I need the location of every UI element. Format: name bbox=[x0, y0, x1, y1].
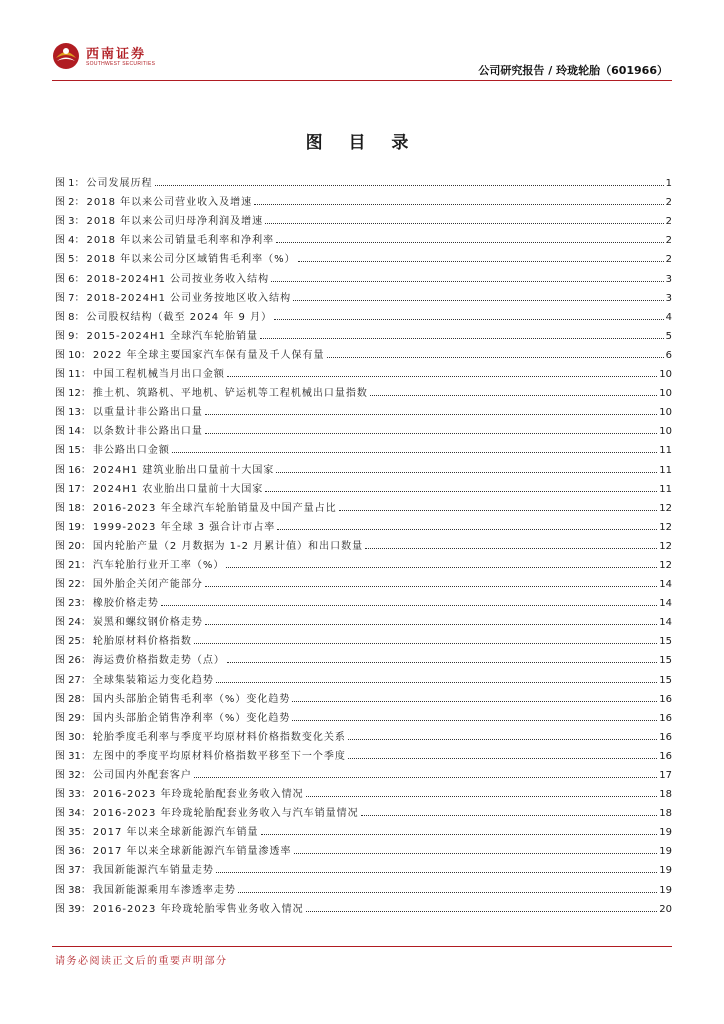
toc-entry-title: 2016-2023 年玲珑轮胎配套业务收入情况 bbox=[92, 789, 304, 801]
toc-entry-page-number: 1 bbox=[665, 178, 672, 190]
toc-entry-label: 图 9： bbox=[55, 330, 85, 342]
toc-entry-label: 图 31： bbox=[55, 750, 91, 762]
toc-entry-label: 图 4： bbox=[55, 235, 85, 247]
toc-entry-title: 2018 年以来公司营业收入及增速 bbox=[86, 197, 253, 209]
toc-entry-label: 图 7： bbox=[55, 292, 85, 304]
toc-entry-label: 图 3： bbox=[55, 216, 85, 228]
toc-entry-label: 图 13： bbox=[55, 407, 91, 419]
toc-entry-label: 图 11： bbox=[55, 369, 91, 381]
toc-leader-dots bbox=[194, 777, 657, 778]
toc-entry[interactable] bbox=[55, 495, 672, 514]
toc-leader-dots bbox=[361, 815, 658, 816]
toc-entry-page-number: 10 bbox=[659, 388, 672, 400]
toc-entry-page-number: 10 bbox=[659, 426, 672, 438]
toc-leader-dots bbox=[227, 662, 657, 663]
toc-entry[interactable] bbox=[55, 514, 672, 533]
toc-entry-page-number: 12 bbox=[659, 521, 672, 533]
toc-entry-label: 图 8： bbox=[55, 311, 85, 323]
toc-entry-label: 图 5： bbox=[55, 254, 85, 266]
toc-entry-label: 图 2： bbox=[55, 197, 85, 209]
toc-entry-title: 2016-2023 年玲珑轮胎零售业务收入情况 bbox=[92, 903, 304, 915]
toc-entry[interactable] bbox=[55, 342, 672, 361]
toc-entry[interactable] bbox=[55, 705, 672, 724]
toc-entry-page-number: 11 bbox=[659, 483, 672, 495]
toc-leader-dots bbox=[265, 223, 663, 224]
logo-emblem-icon bbox=[52, 42, 80, 70]
toc-entry[interactable] bbox=[55, 533, 672, 552]
toc-leader-dots bbox=[238, 892, 657, 893]
toc-entry-page-number: 11 bbox=[659, 464, 672, 476]
toc-entry-title: 国外胎企关闭产能部分 bbox=[92, 579, 203, 591]
table-of-figures bbox=[55, 170, 672, 915]
toc-entry-page-number: 10 bbox=[659, 407, 672, 419]
toc-leader-dots bbox=[370, 395, 657, 396]
toc-entry-label: 图 35： bbox=[55, 827, 91, 839]
toc-entry-page-number: 16 bbox=[659, 712, 672, 724]
toc-entry-page-number: 2 bbox=[665, 197, 672, 209]
toc-entry-label: 图 28： bbox=[55, 693, 91, 705]
toc-entry[interactable] bbox=[55, 628, 672, 647]
toc-entry-page-number: 16 bbox=[659, 750, 672, 762]
toc-leader-dots bbox=[306, 796, 658, 797]
toc-leader-dots bbox=[172, 452, 657, 453]
toc-entry-label: 图 27： bbox=[55, 674, 91, 686]
toc-entry[interactable] bbox=[55, 819, 672, 838]
toc-entry[interactable] bbox=[55, 590, 672, 609]
toc-entry-label: 图 34： bbox=[55, 808, 91, 820]
toc-entry[interactable] bbox=[55, 265, 672, 284]
toc-entry[interactable] bbox=[55, 437, 672, 456]
toc-entry-page-number: 5 bbox=[665, 330, 672, 342]
toc-entry-page-number: 14 bbox=[659, 617, 672, 629]
toc-entry-title: 海运费价格指数走势（点） bbox=[92, 655, 225, 667]
toc-entry-page-number: 18 bbox=[659, 789, 672, 801]
toc-entry-title: 2022 年全球主要国家汽车保有量及千人保有量 bbox=[92, 349, 325, 361]
toc-entry[interactable] bbox=[55, 647, 672, 666]
toc-entry[interactable] bbox=[55, 781, 672, 800]
toc-leader-dots bbox=[276, 472, 657, 473]
toc-entry-label: 图 25： bbox=[55, 636, 91, 648]
toc-entry-label: 图 19： bbox=[55, 521, 91, 533]
toc-entry-page-number: 14 bbox=[659, 579, 672, 591]
toc-entry-page-number: 12 bbox=[659, 540, 672, 552]
toc-entry-label: 图 38： bbox=[55, 884, 91, 896]
toc-leader-dots bbox=[306, 911, 658, 912]
toc-leader-dots bbox=[261, 834, 658, 835]
toc-entry-label: 图 39： bbox=[55, 903, 91, 915]
toc-entry-label: 图 33： bbox=[55, 789, 91, 801]
toc-leader-dots bbox=[365, 548, 657, 549]
toc-entry-title: 左图中的季度平均原材料价格指数平移至下一个季度 bbox=[92, 750, 346, 762]
toc-entry[interactable] bbox=[55, 743, 672, 762]
toc-entry-page-number: 16 bbox=[659, 693, 672, 705]
toc-leader-dots bbox=[205, 433, 657, 434]
toc-entry-title: 橡胶价格走势 bbox=[92, 598, 159, 610]
toc-entry-title: 2016-2023 年全球汽车轮胎销量及中国产量占比 bbox=[92, 502, 337, 514]
logo-chinese-name: 西南证券 bbox=[86, 47, 147, 62]
toc-entry-label: 图 21： bbox=[55, 559, 91, 571]
toc-entry-page-number: 12 bbox=[659, 502, 672, 514]
toc-entry-title: 2018 年以来公司销量毛利率和净利率 bbox=[86, 235, 275, 247]
toc-entry[interactable] bbox=[55, 896, 672, 915]
toc-entry-title: 2018 年以来公司归母净利润及增速 bbox=[86, 216, 264, 228]
toc-leader-dots bbox=[155, 185, 664, 186]
toc-entry-title: 公司股权结构（截至 2024 年 9 月） bbox=[86, 311, 273, 323]
toc-leader-dots bbox=[294, 853, 658, 854]
toc-entry-title: 公司发展历程 bbox=[86, 178, 153, 190]
toc-entry[interactable] bbox=[55, 762, 672, 781]
toc-entry-title: 我国新能源乘用车渗透率走势 bbox=[92, 884, 236, 896]
toc-leader-dots bbox=[205, 586, 657, 587]
toc-entry-title: 国内轮胎产量（2 月数据为 1-2 月累计值）和出口数量 bbox=[92, 540, 364, 552]
toc-entry[interactable] bbox=[55, 323, 672, 342]
toc-entry-title: 汽车轮胎行业开工率（%） bbox=[92, 559, 225, 571]
logo-english-name: SOUTHWEST SECURITIES bbox=[86, 61, 156, 67]
toc-entry-title: 以条数计非公路出口量 bbox=[92, 426, 203, 438]
toc-leader-dots bbox=[205, 624, 657, 625]
toc-entry-title: 公司国内外配套客户 bbox=[92, 770, 192, 781]
toc-entry[interactable] bbox=[55, 246, 672, 265]
toc-entry-title: 2016-2023 年玲珑轮胎配套业务收入与汽车销量情况 bbox=[92, 808, 359, 820]
toc-entry-page-number: 19 bbox=[659, 827, 672, 839]
toc-leader-dots bbox=[293, 300, 664, 301]
toc-entry-page-number: 2 bbox=[665, 254, 672, 266]
toc-entry[interactable] bbox=[55, 418, 672, 437]
toc-entry-label: 图 15： bbox=[55, 445, 91, 457]
footer-disclaimer-note: 请务必阅读正文后的重要声明部分 bbox=[55, 956, 228, 967]
toc-entry-title: 2017 年以来全球新能源汽车销量渗透率 bbox=[92, 846, 292, 858]
toc-entry-title: 炭黑和螺纹钢价格走势 bbox=[92, 617, 203, 629]
toc-entry[interactable] bbox=[55, 876, 672, 895]
toc-entry-label: 图 16： bbox=[55, 464, 91, 476]
toc-leader-dots bbox=[277, 529, 657, 530]
toc-entry[interactable] bbox=[55, 361, 672, 380]
toc-entry-label: 图 29： bbox=[55, 712, 91, 724]
toc-leader-dots bbox=[254, 204, 663, 205]
toc-entry-page-number: 2 bbox=[665, 235, 672, 247]
toc-entry[interactable] bbox=[55, 170, 672, 189]
toc-leader-dots bbox=[226, 567, 657, 568]
toc-leader-dots bbox=[339, 510, 658, 511]
toc-entry-label: 图 30： bbox=[55, 731, 91, 743]
toc-entry-title: 国内头部胎企销售净利率（%）变化趋势 bbox=[92, 712, 291, 724]
toc-leader-dots bbox=[260, 338, 664, 339]
toc-entry-title: 轮胎季度毛利率与季度平均原材料价格指数变化关系 bbox=[92, 731, 346, 743]
toc-entry[interactable] bbox=[55, 189, 672, 208]
toc-leader-dots bbox=[216, 682, 657, 683]
toc-entry-title: 2024H1 农业胎出口量前十大国家 bbox=[92, 483, 264, 495]
toc-entry-page-number: 10 bbox=[659, 369, 672, 381]
toc-entry-label: 图 22： bbox=[55, 579, 91, 591]
toc-entry-label: 图 26： bbox=[55, 655, 91, 667]
toc-entry[interactable] bbox=[55, 208, 672, 227]
toc-entry-page-number: 15 bbox=[659, 655, 672, 667]
toc-entry-title: 中国工程机械当月出口金额 bbox=[92, 369, 225, 381]
toc-entry[interactable] bbox=[55, 800, 672, 819]
toc-leader-dots bbox=[161, 605, 657, 606]
toc-entry-title: 2015-2024H1 全球汽车轮胎销量 bbox=[86, 330, 259, 342]
toc-entry-title: 1999-2023 年全球 3 强合计市占率 bbox=[92, 521, 276, 533]
toc-entry-page-number: 12 bbox=[659, 559, 672, 571]
toc-entry-page-number: 11 bbox=[659, 445, 672, 457]
toc-entry[interactable] bbox=[55, 571, 672, 590]
toc-entry-page-number: 3 bbox=[665, 273, 672, 285]
toc-entry-page-number: 19 bbox=[659, 865, 672, 877]
toc-entry[interactable] bbox=[55, 476, 672, 495]
toc-leader-dots bbox=[348, 739, 657, 740]
toc-leader-dots bbox=[298, 261, 664, 262]
toc-entry-title: 我国新能源汽车销量走势 bbox=[92, 865, 214, 877]
toc-entry-page-number: 2 bbox=[665, 216, 672, 228]
toc-entry-title: 以重量计非公路出口量 bbox=[92, 407, 203, 419]
toc-leader-dots bbox=[348, 758, 657, 759]
toc-entry-page-number: 18 bbox=[659, 808, 672, 820]
toc-entry[interactable] bbox=[55, 552, 672, 571]
toc-entry-title: 国内头部胎企销售毛利率（%）变化趋势 bbox=[92, 693, 291, 705]
toc-entry-label: 图 36： bbox=[55, 846, 91, 858]
header-divider bbox=[52, 80, 672, 81]
toc-leader-dots bbox=[276, 242, 663, 243]
toc-entry-title: 2018-2024H1 公司业务按地区收入结构 bbox=[86, 292, 292, 304]
toc-leader-dots bbox=[205, 414, 657, 415]
toc-leader-dots bbox=[327, 357, 664, 358]
toc-entry-page-number: 15 bbox=[659, 636, 672, 648]
toc-entry-page-number: 16 bbox=[659, 731, 672, 743]
toc-entry-title: 2018 年以来公司分区域销售毛利率（%） bbox=[86, 254, 296, 266]
footer-divider bbox=[52, 946, 672, 947]
toc-leader-dots bbox=[265, 491, 657, 492]
toc-entry[interactable] bbox=[55, 285, 672, 304]
toc-entry-title: 2024H1 建筑业胎出口量前十大国家 bbox=[92, 464, 275, 476]
toc-entry[interactable] bbox=[55, 838, 672, 857]
toc-entry-label: 图 14： bbox=[55, 426, 91, 438]
toc-entry[interactable] bbox=[55, 686, 672, 705]
toc-entry-label: 图 10： bbox=[55, 349, 91, 361]
toc-entry[interactable] bbox=[55, 304, 672, 323]
toc-entry-label: 图 37： bbox=[55, 865, 91, 877]
toc-entry[interactable] bbox=[55, 227, 672, 246]
toc-entry-title: 轮胎原材料价格指数 bbox=[92, 636, 192, 648]
toc-entry[interactable] bbox=[55, 456, 672, 475]
toc-leader-dots bbox=[274, 319, 664, 320]
report-header-title: 公司研究报告 / 玲珑轮胎（601966） bbox=[478, 64, 668, 77]
toc-entry-label: 图 18： bbox=[55, 502, 91, 514]
toc-entry-page-number: 19 bbox=[659, 846, 672, 858]
toc-entry-page-number: 6 bbox=[665, 349, 672, 361]
toc-entry-title: 2017 年以来全球新能源汽车销量 bbox=[92, 827, 259, 839]
toc-leader-dots bbox=[292, 720, 657, 721]
toc-entry-page-number: 20 bbox=[659, 903, 672, 915]
toc-entry-page-number: 15 bbox=[659, 674, 672, 686]
toc-entry-title: 全球集装箱运力变化趋势 bbox=[92, 674, 214, 686]
toc-entry[interactable] bbox=[55, 724, 672, 743]
toc-leader-dots bbox=[292, 701, 657, 702]
toc-leader-dots bbox=[271, 281, 664, 282]
toc-entry-label: 图 24： bbox=[55, 617, 91, 629]
company-logo bbox=[52, 42, 182, 74]
toc-entry-label: 图 1： bbox=[55, 178, 85, 190]
toc-entry-page-number: 14 bbox=[659, 598, 672, 610]
toc-entry-page-number: 19 bbox=[659, 884, 672, 896]
page-title: 图 目 录 bbox=[305, 133, 419, 153]
toc-entry-title: 2018-2024H1 公司按业务收入结构 bbox=[86, 273, 270, 285]
toc-entry-label: 图 23： bbox=[55, 598, 91, 610]
toc-leader-dots bbox=[216, 872, 657, 873]
toc-entry-page-number: 17 bbox=[659, 770, 672, 781]
toc-entry-label: 图 20： bbox=[55, 540, 91, 552]
toc-entry-title: 推土机、筑路机、平地机、铲运机等工程机械出口量指数 bbox=[92, 388, 368, 400]
toc-entry[interactable] bbox=[55, 609, 672, 628]
toc-entry-label: 图 12： bbox=[55, 388, 91, 400]
toc-entry-label: 图 17： bbox=[55, 483, 91, 495]
toc-entry[interactable] bbox=[55, 857, 672, 876]
toc-entry-page-number: 4 bbox=[665, 311, 672, 323]
toc-entry-page-number: 3 bbox=[665, 292, 672, 304]
toc-entry[interactable] bbox=[55, 399, 672, 418]
toc-entry-label: 图 32： bbox=[55, 770, 91, 781]
toc-entry[interactable] bbox=[55, 666, 672, 685]
toc-leader-dots bbox=[227, 376, 657, 377]
toc-entry-label: 图 6： bbox=[55, 273, 85, 285]
toc-entry-title: 非公路出口金额 bbox=[92, 445, 170, 457]
toc-entry[interactable] bbox=[55, 380, 672, 399]
toc-leader-dots bbox=[194, 643, 657, 644]
